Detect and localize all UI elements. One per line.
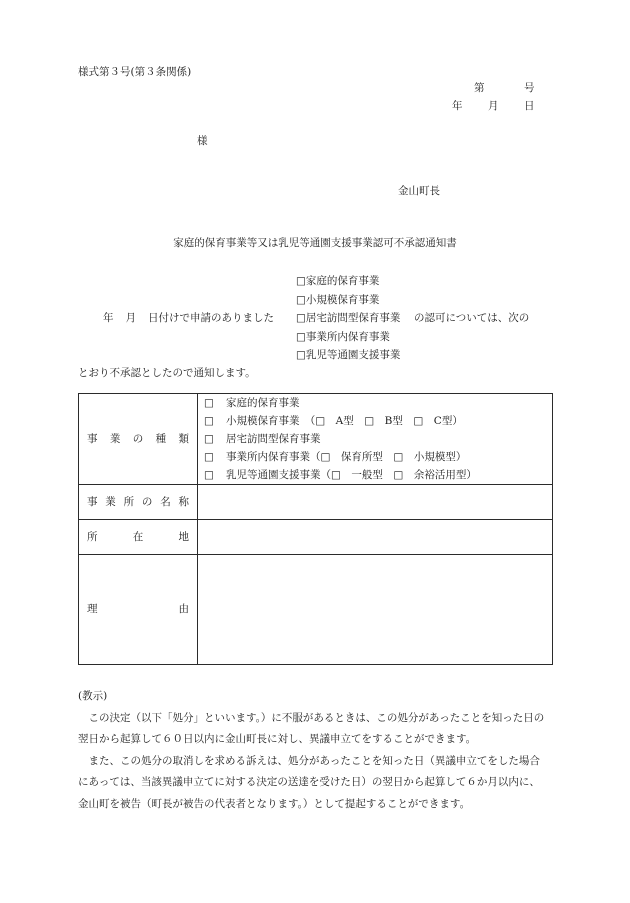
label-char: 事 bbox=[87, 432, 98, 445]
label-char: 名 bbox=[160, 495, 171, 508]
checkbox-icon: □ bbox=[204, 414, 214, 427]
appeal-instructions bbox=[78, 686, 550, 815]
body-date-suffix: 日付けで申請のありました bbox=[148, 312, 274, 324]
checkbox-icon: □ bbox=[204, 468, 214, 481]
label-char: 業 bbox=[109, 432, 121, 445]
checklist-item: □乳児等通園支援事業 bbox=[296, 349, 401, 361]
issuer-name: 金山町長 bbox=[398, 185, 440, 197]
business-name-row bbox=[79, 485, 553, 520]
checklist-item: □居宅訪問型保育事業 bbox=[296, 312, 401, 324]
label-char: 種 bbox=[155, 432, 167, 445]
business-type-checklist bbox=[296, 276, 400, 369]
recipient-honorific: 様 bbox=[197, 135, 208, 147]
body-date-month: 月 bbox=[125, 312, 136, 324]
number-prefix: 第 bbox=[474, 82, 485, 94]
business-type-row bbox=[79, 394, 553, 485]
number-suffix: 号 bbox=[524, 82, 535, 94]
label-char: の bbox=[132, 432, 144, 445]
type-option-label: 居宅訪問型保育事業 bbox=[226, 432, 321, 445]
reason-row bbox=[79, 555, 553, 665]
type-option-label: 小規模保育事業 （□ A型 □ B型 □ C型） bbox=[226, 414, 463, 427]
notes-paragraph: また、この処分の取消しを求める訴えは、処分があったことを知った日（異議申立てをした場合にあっては、当該異議申立てに対する決定の送達を受けた日）の翌日から起算して６か月以内に、金山町を被告（町長が被告の代表者となります。）として提起することができます。 bbox=[78, 754, 540, 810]
label-char: 称 bbox=[178, 495, 189, 508]
form-number: 様式第３号(第３条関係) bbox=[78, 66, 192, 78]
label-char: 所 bbox=[87, 530, 98, 543]
conclusion-text: とおり不承認としたので通知します。 bbox=[78, 367, 256, 379]
location-label bbox=[79, 520, 198, 555]
checklist-item: □小規模保育事業 bbox=[296, 293, 380, 306]
label-char: 在 bbox=[132, 530, 144, 543]
label-char: 理 bbox=[87, 603, 98, 616]
notes-paragraph: この決定（以下「処分」といいます。）に不服があるときは、この処分があったことを知った日の翌日から起算して６０日以内に金山町長に対し、異議申立てをすることができます。 bbox=[78, 711, 545, 745]
checkbox-icon: □ bbox=[204, 396, 214, 409]
label-char: 所 bbox=[123, 495, 135, 508]
type-option bbox=[198, 448, 552, 466]
type-option bbox=[198, 412, 552, 430]
date-day: 日 bbox=[524, 100, 535, 112]
business-name-label bbox=[79, 485, 198, 520]
type-option-label: 家庭的保育事業 bbox=[226, 396, 300, 409]
type-option bbox=[198, 394, 552, 412]
label-char: 類 bbox=[178, 432, 189, 445]
business-type-label bbox=[79, 394, 198, 485]
business-type-options bbox=[198, 394, 553, 485]
label-char: の bbox=[141, 495, 153, 508]
body-date-year: 年 bbox=[103, 312, 114, 324]
approval-continuation-text: の認可については、次の bbox=[414, 312, 530, 324]
type-option bbox=[198, 466, 552, 484]
location-row bbox=[79, 520, 553, 555]
location-value bbox=[198, 520, 553, 555]
checkbox-icon: □ bbox=[204, 432, 214, 445]
type-option-label: 事業所内保育事業（□ 保育所型 □ 小規模型） bbox=[226, 450, 467, 463]
document-title: 家庭的保育事業等又は乳児等通園支援事業認可不承認通知書 bbox=[173, 237, 457, 249]
label-char: 由 bbox=[178, 603, 189, 616]
label-char: 地 bbox=[178, 530, 189, 543]
label-char: 事 bbox=[87, 495, 98, 508]
checklist-item: □家庭的保育事業 bbox=[296, 275, 380, 287]
reason-value bbox=[198, 555, 553, 665]
application-date-text bbox=[103, 313, 274, 324]
date-year: 年 bbox=[452, 100, 463, 112]
checklist-item: □事業所内保育事業 bbox=[296, 330, 390, 343]
checkbox-icon: □ bbox=[204, 450, 214, 463]
date-month: 月 bbox=[488, 100, 499, 112]
details-table bbox=[78, 393, 553, 665]
reason-label bbox=[79, 555, 198, 665]
type-option bbox=[198, 430, 552, 448]
label-char: 業 bbox=[105, 495, 116, 508]
notes-heading: (教示) bbox=[78, 690, 108, 702]
type-option-label: 乳児等通園支援事業（□ 一般型 □ 余裕活用型） bbox=[226, 468, 477, 481]
business-name-value bbox=[198, 485, 553, 520]
